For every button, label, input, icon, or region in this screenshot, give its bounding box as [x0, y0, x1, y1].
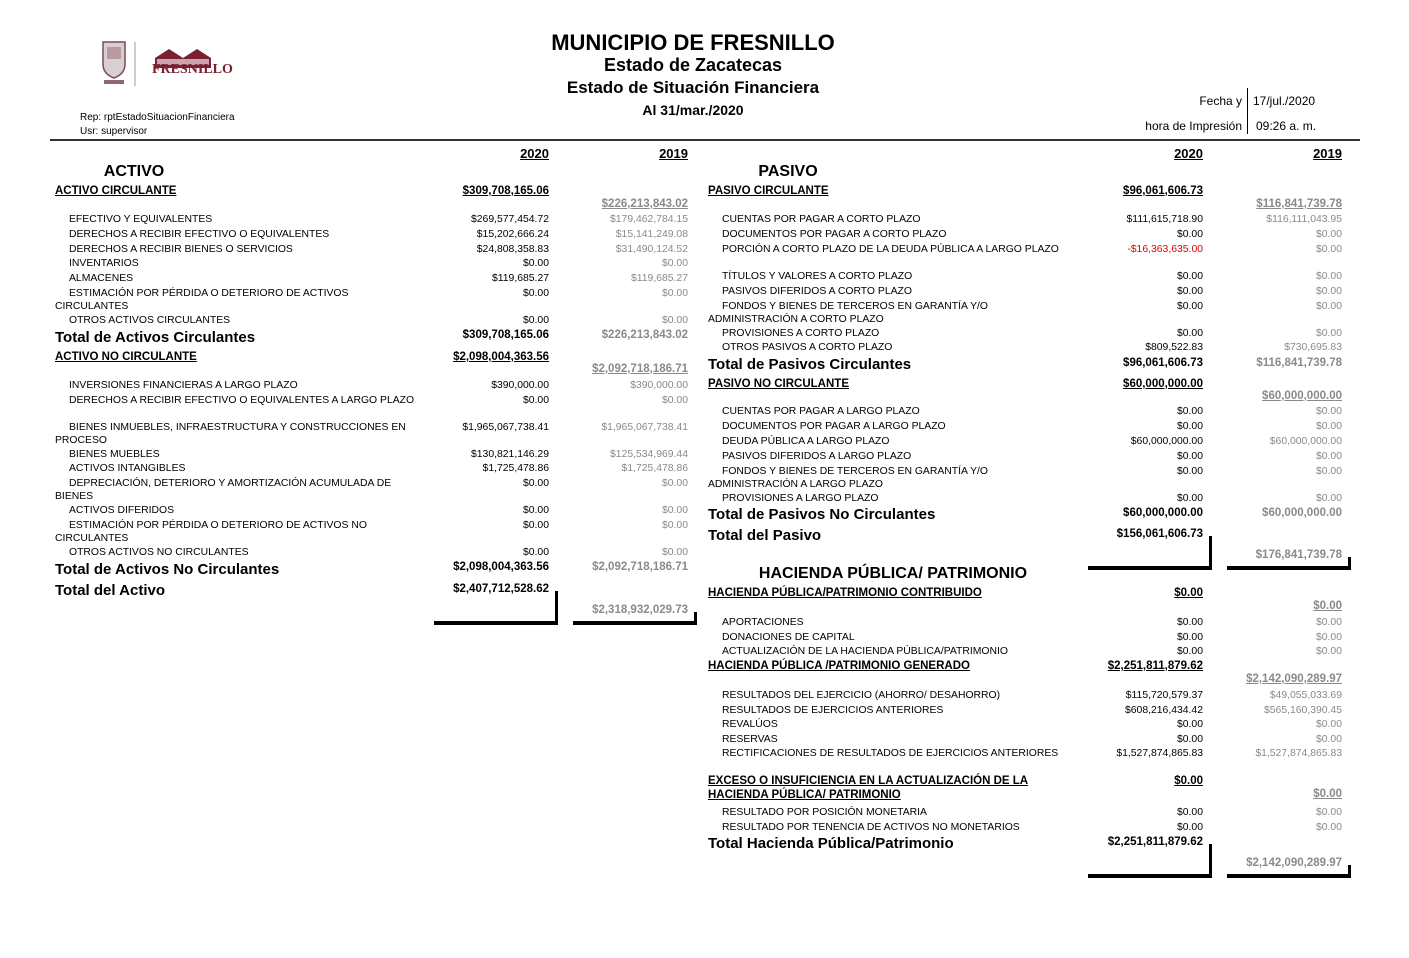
line-item-label: APORTACIONES	[722, 617, 804, 628]
line-item-value-prior: $0.00	[661, 315, 688, 326]
line-item-label: OTROS ACTIVOS NO CIRCULANTES	[69, 547, 249, 558]
line-item-label: ACTIVOS DIFERIDOS	[69, 505, 175, 516]
line-item-label: RESERVAS	[722, 734, 778, 745]
line-item-label: DEPRECIACIÓN, DETERIORO Y AMORTIZACIÓN ACUMULADA DE BIENES	[55, 478, 392, 502]
group-value-current: $309,708,165.06	[462, 185, 549, 197]
line-item-value-prior: $0.00	[1315, 466, 1342, 477]
group-value-current: $96,061,606.73	[1123, 185, 1203, 197]
subtotal-value-prior: $2,092,718,186.71	[592, 561, 688, 573]
column-header-current: 2020	[1174, 146, 1203, 161]
group-value-current: $0.00	[1174, 775, 1203, 787]
grand-total-label: Total Hacienda Pública/Patrimonio	[708, 835, 954, 852]
line-item-value-current: $0.00	[522, 478, 549, 489]
line-item-value-current: $0.00	[522, 315, 549, 326]
line-item-label: CUENTAS POR PAGAR A CORTO PLAZO	[722, 214, 921, 225]
activo-section-title: ACTIVO	[103, 163, 165, 180]
line-item-value-prior: $0.00	[1315, 271, 1342, 282]
line-item-value-current: $0.00	[1176, 719, 1203, 730]
line-item-value-prior: $0.00	[1315, 646, 1342, 657]
line-item-value-prior: $1,527,874,865.83	[1255, 748, 1342, 759]
line-item-value-prior: $0.00	[1315, 632, 1342, 643]
line-item-label: CUENTAS POR PAGAR A LARGO PLAZO	[722, 406, 920, 417]
line-item-label: ALMACENES	[69, 273, 134, 284]
line-item-value-prior: $0.00	[1315, 244, 1342, 255]
line-item-value-prior: $0.00	[1315, 286, 1342, 297]
line-item-value-current: $111,615,718.90	[1126, 214, 1203, 225]
grand-total-label: Total del Activo	[55, 582, 166, 599]
line-item-value-current: $390,000.00	[491, 380, 549, 391]
subtotal-value-current: $2,098,004,363.56	[453, 561, 549, 573]
subtotal-value-prior: $116,841,739.78	[1256, 357, 1342, 369]
line-item-value-prior: $116,111,043.95	[1266, 214, 1342, 225]
line-item-label: DERECHOS A RECIBIR EFECTIVO O EQUIVALENTES A LARGO PLAZO	[69, 395, 415, 406]
group-header: ACTIVO NO CIRCULANTE	[55, 351, 197, 363]
line-item-label: RESULTADOS DEL EJERCICIO (AHORRO/ DESAHORRO)	[722, 690, 1001, 701]
total-bracket-current	[1209, 844, 1212, 878]
print-label-2: hora de Impresión	[1145, 119, 1242, 133]
line-item-value-current: $60,000,000.00	[1130, 436, 1203, 447]
line-item-label: ACTIVOS INTANGIBLES	[69, 463, 186, 474]
grand-total-value-prior: $176,841,739.78	[1255, 549, 1342, 561]
line-item-value-prior: $0.00	[1315, 822, 1342, 833]
line-item-label: BIENES MUEBLES	[69, 449, 160, 460]
line-item-value-current: $0.00	[522, 520, 549, 531]
line-item-label: OTROS ACTIVOS CIRCULANTES	[69, 315, 231, 326]
line-item-label: BIENES INMUEBLES, INFRAESTRUCTURA Y CONSTRUCCIONES EN PROCESO	[55, 422, 406, 446]
grand-total-value-current: $2,251,811,879.62	[1107, 836, 1203, 848]
line-item-label: FONDOS Y BIENES DE TERCEROS EN GARANTÍA Y/O ADMINISTRACIÓN A CORTO PLAZO	[708, 301, 988, 325]
group-header: ACTIVO CIRCULANTE	[55, 185, 177, 197]
line-item-value-current: $608,216,434.42	[1124, 705, 1203, 716]
report-period: Al 31/mar./2020	[642, 102, 744, 118]
line-item-value-prior: $119,685.27	[630, 273, 688, 284]
group-value-prior: $226,213,843.02	[601, 198, 688, 210]
subtotal-label: Total de Activos Circulantes	[55, 329, 256, 346]
line-item-value-current: $0.00	[522, 505, 549, 516]
group-header: PASIVO CIRCULANTE	[708, 185, 829, 197]
grand-total-value-prior: $2,318,932,029.73	[592, 604, 688, 616]
line-item-value-current: -$16,363,635.00	[1127, 244, 1203, 255]
line-item-label: DERECHOS A RECIBIR EFECTIVO O EQUIVALENTES	[69, 229, 330, 240]
group-header: HACIENDA PÚBLICA/PATRIMONIO CONTRIBUIDO	[708, 587, 982, 599]
group-value-current: $2,251,811,879.62	[1107, 660, 1203, 672]
line-item-label: RESULTADOS DE EJERCICIOS ANTERIORES	[722, 705, 944, 716]
line-item-label: ACTUALIZACIÓN DE LA HACIENDA PÚBLICA/PATRIMONIO	[722, 646, 1008, 657]
line-item-label: REVALÚOS	[722, 719, 778, 730]
group-header: PASIVO NO CIRCULANTE	[708, 378, 849, 390]
line-item-label: ESTIMACIÓN POR PÉRDIDA O DETERIORO DE ACTIVOS NO CIRCULANTES	[55, 520, 367, 544]
total-bracket-prior	[694, 612, 697, 625]
line-item-value-current: $15,202,666.24	[476, 229, 549, 240]
page-title: MUNICIPIO DE FRESNILLO	[551, 30, 835, 55]
group-value-prior: $0.00	[1313, 600, 1342, 612]
group-value-prior: $60,000,000.00	[1262, 390, 1342, 402]
line-item-value-current: $0.00	[1176, 822, 1203, 833]
line-item-value-current: $130,821,146.29	[470, 449, 549, 460]
pasivo-section-title: PASIVO	[758, 163, 818, 180]
state-subtitle: Estado de Zacatecas	[603, 55, 783, 75]
line-item-value-prior: $31,490,124.52	[615, 244, 688, 255]
line-item-value-prior: $0.00	[1315, 719, 1342, 730]
group-header: HACIENDA PÚBLICA /PATRIMONIO GENERADO	[708, 660, 970, 672]
group-value-prior: $0.00	[1313, 788, 1342, 800]
line-item-value-current: $0.00	[1176, 632, 1203, 643]
line-item-value-current: $1,965,067,738.41	[462, 422, 549, 433]
line-item-value-current: $0.00	[1176, 617, 1203, 628]
print-label-1: Fecha y	[1199, 94, 1242, 108]
logo-text: FRESNILLO	[152, 62, 233, 77]
column-header-prior: 2019	[1313, 146, 1342, 161]
line-item-value-prior: $179,462,784.15	[609, 214, 688, 225]
line-item-value-current: $24,808,358.83	[476, 244, 549, 255]
grand-total-value-prior: $2,142,090,289.97	[1246, 857, 1342, 869]
line-item-label: RECTIFICACIONES DE RESULTADOS DE EJERCICIOS ANTERIORES	[722, 748, 1059, 759]
column-header-prior: 2019	[659, 146, 688, 161]
line-item-value-current: $1,527,874,865.83	[1116, 748, 1203, 759]
line-item-label: OTROS PASIVOS A CORTO PLAZO	[722, 342, 893, 353]
line-item-value-current: $0.00	[1176, 807, 1203, 818]
line-item-value-prior: $390,000.00	[630, 380, 688, 391]
report-title: Estado de Situación Financiera	[566, 78, 820, 97]
group-value-prior: $116,841,739.78	[1256, 198, 1342, 210]
line-item-value-prior: $0.00	[1315, 406, 1342, 417]
line-item-value-prior: $0.00	[661, 547, 688, 558]
grand-total-value-current: $156,061,606.73	[1116, 528, 1203, 540]
line-item-label: DERECHOS A RECIBIR BIENES O SERVICIOS	[69, 244, 293, 255]
line-item-value-prior: $0.00	[661, 395, 688, 406]
line-item-value-current: $269,577,454.72	[470, 214, 549, 225]
subtotal-label: Total de Activos No Circulantes	[55, 561, 280, 578]
line-item-label: INVENTARIOS	[69, 258, 139, 269]
line-item-value-prior: $0.00	[1315, 301, 1342, 312]
grand-total-label: Total del Pasivo	[708, 527, 822, 544]
line-item-label: DONACIONES DE CAPITAL	[722, 632, 855, 643]
line-item-value-prior: $60,000,000.00	[1269, 436, 1342, 447]
line-item-value-prior: $0.00	[1315, 328, 1342, 339]
line-item-value-prior: $0.00	[661, 478, 688, 489]
print-time: 09:26 a. m.	[1256, 119, 1317, 133]
line-item-label: ESTIMACIÓN POR PÉRDIDA O DETERIORO DE ACTIVOS CIRCULANTES	[55, 288, 349, 312]
total-underline-prior	[573, 621, 697, 625]
line-item-label: PASIVOS DIFERIDOS A CORTO PLAZO	[722, 286, 912, 297]
line-item-label: DEUDA PÚBLICA A LARGO PLAZO	[722, 436, 890, 447]
subtotal-label: Total de Pasivos No Circulantes	[708, 506, 936, 523]
line-item-label: RESULTADO POR TENENCIA DE ACTIVOS NO MONETARIOS	[722, 822, 1020, 833]
line-item-label: INVERSIONES FINANCIERAS A LARGO PLAZO	[69, 380, 298, 391]
line-item-value-prior: $0.00	[1315, 229, 1342, 240]
line-item-value-prior: $49,055,033.69	[1269, 690, 1342, 701]
line-item-value-prior: $0.00	[661, 520, 688, 531]
line-item-value-prior: $15,141,249.08	[615, 229, 688, 240]
group-value-prior: $2,142,090,289.97	[1246, 673, 1342, 685]
subtotal-value-current: $309,708,165.06	[462, 329, 549, 341]
line-item-label: RESULTADO POR POSICIÓN MONETARIA	[722, 807, 927, 818]
line-item-value-current: $0.00	[1176, 229, 1203, 240]
line-item-value-current: $0.00	[522, 395, 549, 406]
group-value-current: $2,098,004,363.56	[453, 351, 549, 363]
print-date: 17/jul./2020	[1253, 94, 1316, 108]
total-bracket-prior	[1348, 557, 1351, 570]
line-item-value-current: $0.00	[1176, 286, 1203, 297]
total-bracket-current	[555, 591, 558, 625]
line-item-value-prior: $0.00	[661, 505, 688, 516]
line-item-value-prior: $730,695.83	[1284, 342, 1342, 353]
line-item-label: EFECTIVO Y EQUIVALENTES	[69, 214, 213, 225]
line-item-value-prior: $0.00	[1315, 421, 1342, 432]
line-item-value-current: $0.00	[1176, 466, 1203, 477]
line-item-value-prior: $0.00	[1315, 451, 1342, 462]
line-item-label: PROVISIONES A CORTO PLAZO	[722, 328, 880, 339]
line-item-value-current: $0.00	[1176, 271, 1203, 282]
total-underline-current	[434, 621, 558, 625]
subtotal-value-current: $60,000,000.00	[1123, 507, 1203, 519]
line-item-value-current: $0.00	[1176, 734, 1203, 745]
line-item-value-current: $0.00	[1176, 421, 1203, 432]
column-header-current: 2020	[520, 146, 549, 161]
report-id: Rep: rptEstadoSituacionFinanciera	[80, 112, 235, 123]
total-bracket-prior	[1348, 865, 1351, 878]
group-value-current: $0.00	[1174, 587, 1203, 599]
line-item-value-current: $119,685.27	[491, 273, 549, 284]
line-item-value-prior: $0.00	[1315, 807, 1342, 818]
line-item-label: DOCUMENTOS POR PAGAR A CORTO PLAZO	[722, 229, 947, 240]
line-item-value-current: $0.00	[522, 288, 549, 299]
line-item-value-prior: $565,160,390.45	[1263, 705, 1342, 716]
line-item-value-current: $0.00	[1176, 493, 1203, 504]
total-underline-prior	[1227, 874, 1351, 878]
line-item-value-current: $0.00	[1176, 451, 1203, 462]
group-header: EXCESO O INSUFICIENCIA EN LA ACTUALIZACIÓN DE LA HACIENDA PÚBLICA/ PATRIMONIO	[708, 775, 1029, 801]
report-user: Usr: supervisor	[80, 126, 148, 137]
line-item-value-prior: $0.00	[661, 258, 688, 269]
total-underline-current	[1088, 874, 1212, 878]
line-item-label: FONDOS Y BIENES DE TERCEROS EN GARANTÍA Y/O ADMINISTRACIÓN A LARGO PLAZO	[708, 466, 988, 490]
group-value-current: $60,000,000.00	[1123, 378, 1203, 390]
line-item-value-current: $1,725,478.86	[482, 463, 549, 474]
line-item-value-current: $0.00	[522, 258, 549, 269]
line-item-value-prior: $0.00	[1315, 493, 1342, 504]
total-underline-prior	[1227, 566, 1351, 570]
print-divider	[1247, 88, 1248, 134]
hacienda-section-title: HACIENDA PÚBLICA/ PATRIMONIO	[758, 565, 1028, 582]
subtotal-value-prior: $60,000,000.00	[1262, 507, 1342, 519]
line-item-value-prior: $0.00	[1315, 617, 1342, 628]
grand-total-value-current: $2,407,712,528.62	[453, 583, 549, 595]
line-item-label: DOCUMENTOS POR PAGAR A LARGO PLAZO	[722, 421, 946, 432]
line-item-value-prior: $1,725,478.86	[621, 463, 688, 474]
line-item-label: PROVISIONES A LARGO PLAZO	[722, 493, 879, 504]
line-item-value-current: $0.00	[1176, 646, 1203, 657]
header-rule	[50, 139, 1360, 141]
total-bracket-current	[1209, 536, 1212, 570]
line-item-value-prior: $0.00	[661, 288, 688, 299]
line-item-value-prior: $125,534,969.44	[609, 449, 688, 460]
subtotal-value-prior: $226,213,843.02	[601, 329, 688, 341]
line-item-value-current: $0.00	[522, 547, 549, 558]
line-item-value-current: $0.00	[1176, 301, 1203, 312]
group-value-prior: $2,092,718,186.71	[592, 363, 688, 375]
line-item-value-prior: $1,965,067,738.41	[601, 422, 688, 433]
line-item-label: TÍTULOS Y VALORES A CORTO PLAZO	[722, 271, 913, 282]
total-underline-current	[1088, 566, 1212, 570]
line-item-value-current: $115,720,579.37	[1125, 690, 1203, 701]
line-item-label: PASIVOS DIFERIDOS A LARGO PLAZO	[722, 451, 912, 462]
subtotal-label: Total de Pasivos Circulantes	[708, 356, 912, 373]
line-item-value-current: $0.00	[1176, 328, 1203, 339]
line-item-label: PORCIÓN A CORTO PLAZO DE LA DEUDA PÚBLICA A LARGO PLAZO	[722, 244, 1059, 255]
line-item-value-current: $809,522.83	[1145, 342, 1203, 353]
line-item-value-prior: $0.00	[1315, 734, 1342, 745]
line-item-value-current: $0.00	[1176, 406, 1203, 417]
subtotal-value-current: $96,061,606.73	[1123, 357, 1203, 369]
